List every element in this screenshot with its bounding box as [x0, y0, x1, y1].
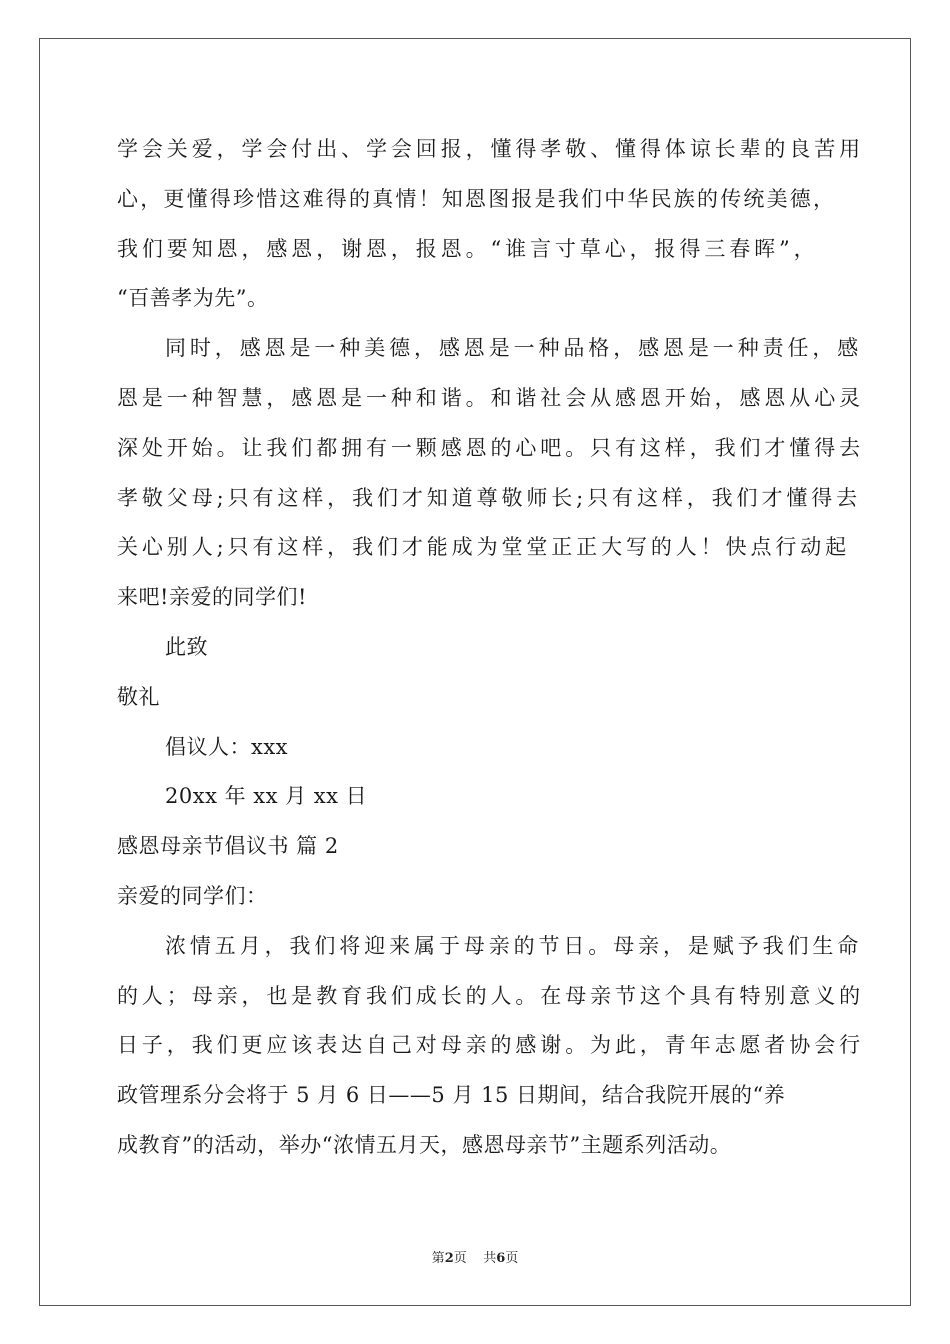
page-current: 2	[444, 1251, 454, 1266]
paragraph-line: 心，更懂得珍惜这难得的真情！知恩图报是我们中华民族的传统美德，	[117, 186, 837, 211]
paragraph-line: 学会关爱，学会付出、学会回报，懂得孝敬、懂得体谅长辈的良苦用	[117, 137, 864, 161]
paragraph-line: 恩是一种智慧，感恩是一种和谐。和谐社会从感恩开始，感恩从心灵	[117, 385, 864, 410]
page-footer	[0, 1247, 950, 1266]
paragraph-line: 同时，感恩是一种美德，感恩是一种品格，感恩是一种责任，感	[165, 336, 863, 361]
closing-regards: 敬礼	[117, 684, 160, 709]
closing-salutation: 此致	[165, 634, 208, 659]
paragraph-line: 我们要知恩，感恩，谢恩，报恩。“谁言寸草心，报得三春晖”，	[117, 236, 819, 261]
page-mid: 页 共	[453, 1251, 497, 1266]
signatory: 倡议人：xxx	[165, 734, 289, 759]
paragraph-line: “百善孝为先”。	[117, 286, 269, 311]
greeting: 亲爱的同学们：	[117, 883, 268, 908]
page-total: 6	[496, 1251, 506, 1266]
paragraph-line: 日子，我们更应该表达自己对母亲的感谢。为此，青年志愿者协会行	[117, 1033, 864, 1058]
paragraph-line: 来吧!亲爱的同学们!	[117, 585, 307, 610]
paragraph-line: 深处开始。让我们都拥有一颗感恩的心吧。只有这样，我们才懂得去	[117, 435, 864, 460]
page-prefix: 第	[431, 1251, 445, 1266]
paragraph-line: 孝敬父母;只有这样，我们才知道尊敬师长;只有这样，我们才懂得去	[117, 485, 862, 510]
paragraph-line: 政管理系分会将于 5 月 6 日——5 月 15 日期间，结合我院开展的“养	[117, 1083, 786, 1108]
paragraph-line: 浓情五月，我们将迎来属于母亲的节日。母亲，是赋予我们生命	[165, 933, 863, 958]
paragraph-line: 成教育”的活动，举办“浓情五月天，感恩母亲节”主题系列活动。	[117, 1132, 732, 1157]
section-title: 感恩母亲节倡议书 篇 2	[117, 834, 339, 859]
document-body	[117, 125, 864, 1171]
paragraph-line: 关心别人;只有这样，我们才能成为堂堂正正大写的人！快点行动起	[117, 535, 851, 560]
date-line: 20xx 年 xx 月 xx 日	[165, 784, 368, 809]
page-suffix: 页	[505, 1251, 519, 1266]
paragraph-line: 的人；母亲，也是教育我们成长的人。在母亲节这个具有特别意义的	[117, 983, 864, 1008]
